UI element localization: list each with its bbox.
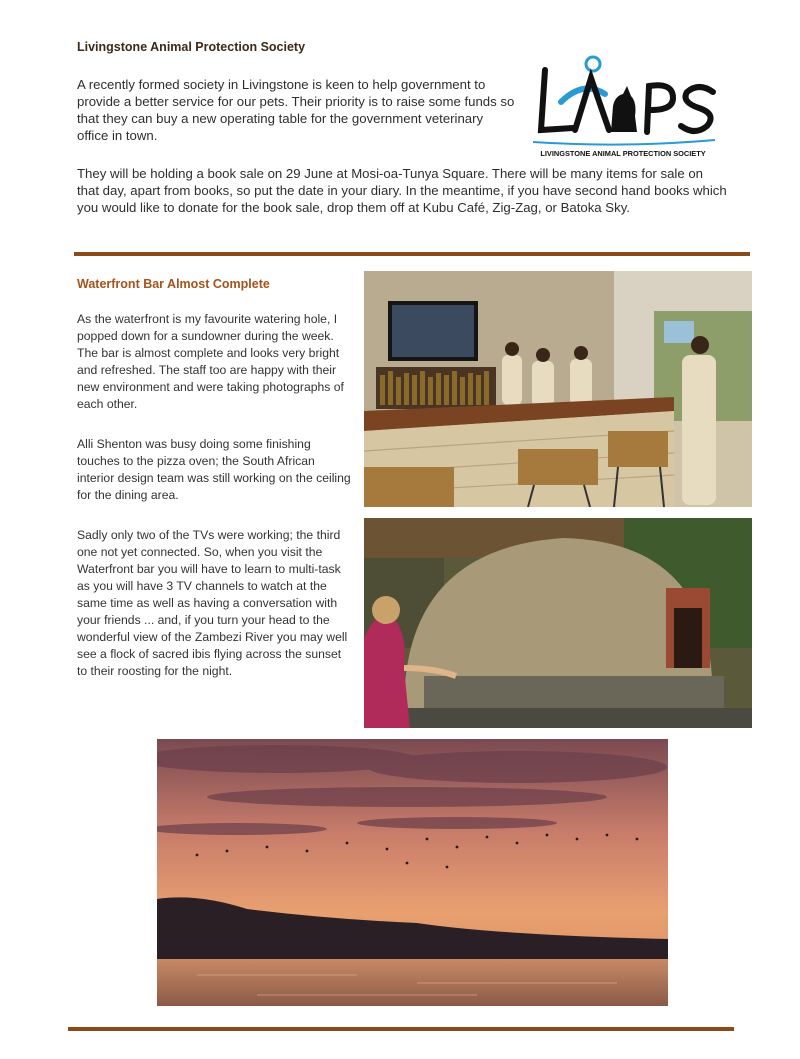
waterfront-paragraph-3: Sadly only two of the TVs were working; the third one not yet connected. So, when you visit the Waterfront bar you will have to learn to multi-task as you will have 3 TV channels to watch at the same time as well as having a conversation with your friends ... and, if you turn your head to the wonderful view of the Zambezi River you may well see a flock of sacred ibis flying across the sunset to their roosting for the night. bbox=[77, 528, 348, 678]
zambezi-sunset-photo bbox=[157, 739, 668, 1006]
waterfront-heading: Waterfront Bar Almost Complete bbox=[77, 277, 270, 291]
waterfront-paragraph-2: Alli Shenton was busy doing some finishing touches to the pizza oven; the South African interior design team was still working on the ceiling for the dining area. bbox=[77, 437, 351, 502]
laps-heading: Livingstone Animal Protection Society bbox=[77, 40, 306, 54]
laps-logo bbox=[523, 50, 723, 165]
pizza-oven-photo bbox=[364, 518, 752, 728]
bar-photo bbox=[364, 271, 752, 507]
logo-tagline: LIVINGSTONE ANIMAL PROTECTION SOCIETY bbox=[540, 149, 706, 158]
laps-book-sale-paragraph: They will be holding a book sale on 29 June at Mosi-oa-Tunya Square. There will be many items for sale on that day, apart from books, so put the date in your diary. In the meantime, if you have second hand books which you would like to donate for the book sale, drop them off at Kubu Café, Zig-Zag, or Batoka Sky. bbox=[77, 166, 727, 215]
laps-intro-paragraph: A recently formed society in Livingstone is keen to help government to provide a better service for our pets. Their priority is to raise some funds so that they can buy a new operating table for the government veterinary office in town. bbox=[77, 77, 515, 143]
bottom-divider bbox=[68, 1027, 734, 1031]
section-divider bbox=[74, 252, 750, 256]
waterfront-paragraph-1: As the waterfront is my favourite watering hole, I popped down for a sundowner during the week. The bar is almost complete and looks very bright and refreshed. The staff too are happy with their new environment and were taking photographs of each other. bbox=[77, 312, 344, 411]
